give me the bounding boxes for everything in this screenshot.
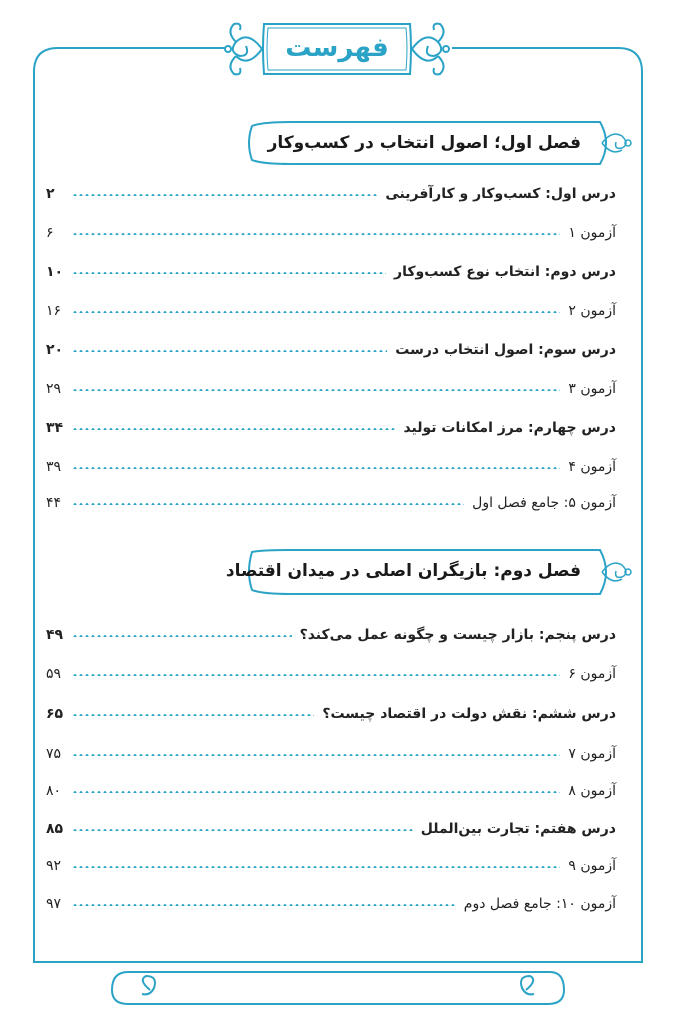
exam-title: آزمون ۸ xyxy=(568,783,616,799)
dot-leader xyxy=(72,829,413,831)
toc-entry[interactable] xyxy=(46,297,616,319)
page-number: ۱۰ xyxy=(46,264,64,280)
chapter-title: فصل اول؛ اصول انتخاب در کسب‌وکار xyxy=(267,133,581,153)
page-number: ۷۵ xyxy=(46,746,62,762)
page-number: ۶ xyxy=(46,225,54,241)
exam-title: آزمون ۷ xyxy=(568,746,616,762)
chapter-heading-2 xyxy=(225,551,621,591)
lesson-title: درس هفتم: تجارت بین‌الملل xyxy=(420,821,616,837)
lesson-title: درس پنجم: بازار چیست و چگونه عمل می‌کند؟ xyxy=(299,627,616,643)
lesson-title: درس چهارم: مرز امکانات تولید xyxy=(403,420,616,436)
page-number: ۹۲ xyxy=(46,858,62,874)
page-title: فهرست xyxy=(285,33,389,63)
toc-entry[interactable] xyxy=(46,740,616,762)
page-number: ۲ xyxy=(46,186,55,202)
toc-entry[interactable] xyxy=(46,777,616,799)
title-box xyxy=(262,22,412,74)
dot-leader xyxy=(72,350,387,352)
page-number: ۳۴ xyxy=(46,420,64,436)
lesson-title: درس اول: کسب‌وکار و کارآفرینی xyxy=(385,186,616,202)
dot-leader xyxy=(72,428,395,430)
dot-leader xyxy=(72,233,560,235)
lesson-title: درس دوم: انتخاب نوع کسب‌وکار xyxy=(394,264,616,280)
exam-title: آزمون ۴ xyxy=(568,459,616,475)
dot-leader xyxy=(72,866,560,868)
toc-entry[interactable] xyxy=(46,660,616,682)
toc-entry[interactable] xyxy=(46,414,616,436)
dot-leader xyxy=(72,791,560,793)
chapter-title: فصل دوم: بازیگران اصلی در میدان اقتصاد xyxy=(225,561,581,581)
page-number: ۳۹ xyxy=(46,459,62,475)
page-number: ۸۵ xyxy=(46,821,64,837)
exam-title: آزمون ۵: جامع فصل اول xyxy=(472,495,616,511)
dot-leader xyxy=(72,674,560,676)
chapter-heading-1 xyxy=(252,123,621,163)
dot-leader xyxy=(72,194,377,196)
toc-entry[interactable] xyxy=(46,219,616,241)
page-number: ۱۶ xyxy=(46,303,62,319)
toc-entry[interactable] xyxy=(46,852,616,874)
page-number: ۲۰ xyxy=(46,342,64,358)
toc-entry[interactable] xyxy=(46,815,616,837)
lesson-title: درس ششم: نقش دولت در اقتصاد چیست؟ xyxy=(322,706,616,722)
page-number: ۶۵ xyxy=(46,706,64,722)
toc-entry[interactable] xyxy=(46,621,616,643)
toc-entry[interactable] xyxy=(46,890,616,912)
dot-leader xyxy=(72,389,560,391)
page-number: ۸۰ xyxy=(46,783,62,799)
dot-leader xyxy=(72,714,314,716)
dot-leader xyxy=(72,311,560,313)
exam-title: آزمون ۶ xyxy=(568,666,616,682)
page-number: ۴۹ xyxy=(46,627,64,643)
dot-leader xyxy=(72,754,560,756)
toc-entry[interactable] xyxy=(46,489,616,511)
dot-leader xyxy=(72,635,292,637)
exam-title: آزمون ۹ xyxy=(568,858,616,874)
toc-entry[interactable] xyxy=(46,258,616,280)
exam-title: آزمون ۳ xyxy=(568,381,616,397)
toc-entry[interactable] xyxy=(46,336,616,358)
page-number: ۲۹ xyxy=(46,381,62,397)
lesson-title: درس سوم: اصول انتخاب درست xyxy=(395,342,616,358)
exam-title: آزمون ۲ xyxy=(568,303,616,319)
dot-leader xyxy=(72,503,464,505)
page-number: ۴۴ xyxy=(46,495,62,511)
toc-entry[interactable] xyxy=(46,700,616,722)
page-number: ۹۷ xyxy=(46,896,62,912)
dot-leader xyxy=(72,904,456,906)
dot-leader xyxy=(72,467,560,469)
toc-entry[interactable] xyxy=(46,180,616,202)
toc-entry[interactable] xyxy=(46,453,616,475)
exam-title: آزمون ۱۰: جامع فصل دوم xyxy=(463,896,616,912)
page-number: ۵۹ xyxy=(46,666,62,682)
exam-title: آزمون ۱ xyxy=(568,225,616,241)
toc-entry[interactable] xyxy=(46,375,616,397)
dot-leader xyxy=(72,272,386,274)
